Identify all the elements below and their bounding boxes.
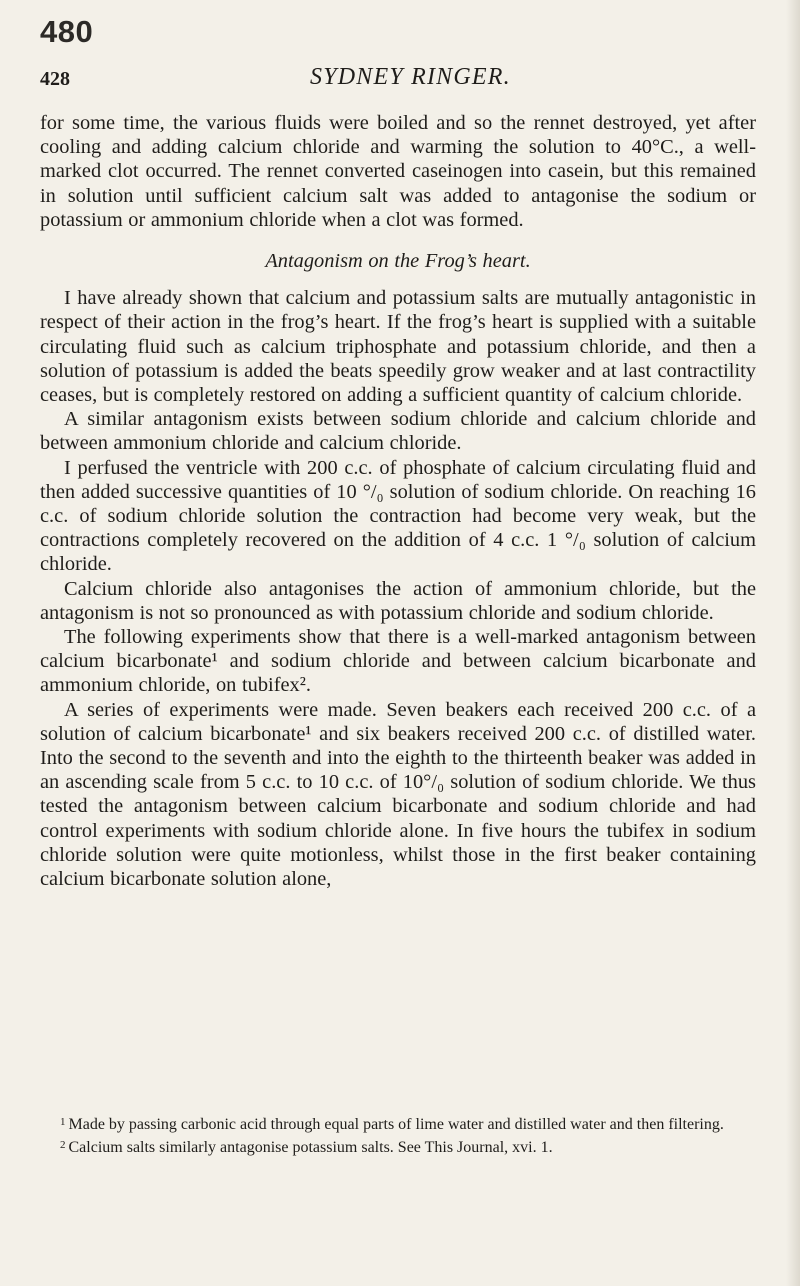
stamped-page-number: 480	[40, 14, 94, 49]
footnote-1-text: Made by passing carbonic acid through equal parts of lime water and distilled water and then filtering.	[68, 1116, 724, 1133]
body-text	[40, 111, 756, 891]
paragraph-7: A series of experiments were made. Seven beakers each received 200 c.c. of a solution of calcium bicarbonate¹ and six beakers received 200 c.c. of distilled water. Into the second to the seventh and into the eighth to the thirteenth beaker was added in an ascending scale from 5 c.c. to 10 c.c. of 10°/₀ solution of sodium chloride. We thus tested the antagonism between calcium bicarbonate and sodium chloride and had control experiments with sodium chloride alone. In five hours the tubifex in sodium chloride solution were quite motionless, whilst those in the first beaker containing calcium bicarbonate solution alone,	[40, 698, 756, 891]
footnote-2	[40, 1135, 756, 1158]
footnote-2-text: Calcium salts similarly antagonise potassium salts. See This Journal, xvi. 1.	[68, 1139, 553, 1156]
footnote-2-number: 2	[60, 1139, 66, 1151]
section-heading: Antagonism on the Frog’s heart.	[265, 250, 531, 273]
footnote-1-number: 1	[60, 1116, 66, 1128]
page-number: 428	[40, 68, 70, 90]
paragraph-6: The following experiments show that there is a well-marked antagonism between calcium bicarbonate¹ and sodium chloride and between calcium bicarbonate and ammonium chloride, on tubifex².	[40, 626, 756, 697]
page-header	[40, 58, 760, 98]
paragraph-4: I perfused the ventricle with 200 c.c. of phosphate of calcium circulating fluid and then added successive quantities of 10 °/₀ solution of sodium chloride. On reaching 16 c.c. of sodium chloride solution the contraction had become very weak, but the contractions completely recovered on the addition of 4 c.c. 1 °/₀ solution of calcium chloride.	[40, 456, 756, 576]
page-edge-shadow	[786, 0, 800, 1286]
running-head: SYDNEY RINGER.	[310, 64, 511, 90]
paragraph-5: Calcium chloride also antagonises the action of ammonium chloride, but the antagonism is not so pronounced as with potassium chloride and sodium chloride.	[40, 577, 756, 624]
footnotes	[40, 1112, 756, 1158]
paragraph-2: I have already shown that calcium and potassium salts are mutually antagonistic in respect of their action in the frog’s heart. If the frog’s heart is supplied with a suitable circulating fluid such as calcium triphosphate and potassium chloride, and then a solution of potassium is added the beats speedily grow weaker and at last contractility ceases, but is completely restored on adding a sufficient quantity of calcium chloride.	[40, 287, 756, 407]
paragraph-1: for some time, the various fluids were boiled and so the rennet destroyed, yet after cooling and adding calcium chloride and warming the solution to 40°C., a well-marked clot occurred. The rennet converted caseinogen into casein, but this remained in solution until sufficient calcium salt was added to antagonise the sodium or potassium or ammonium chloride when a clot was formed.	[40, 112, 756, 231]
paragraph-3: A similar antagonism exists between sodium chloride and calcium chloride and between ammonium chloride and calcium chloride.	[40, 408, 756, 455]
footnote-1	[40, 1112, 756, 1135]
